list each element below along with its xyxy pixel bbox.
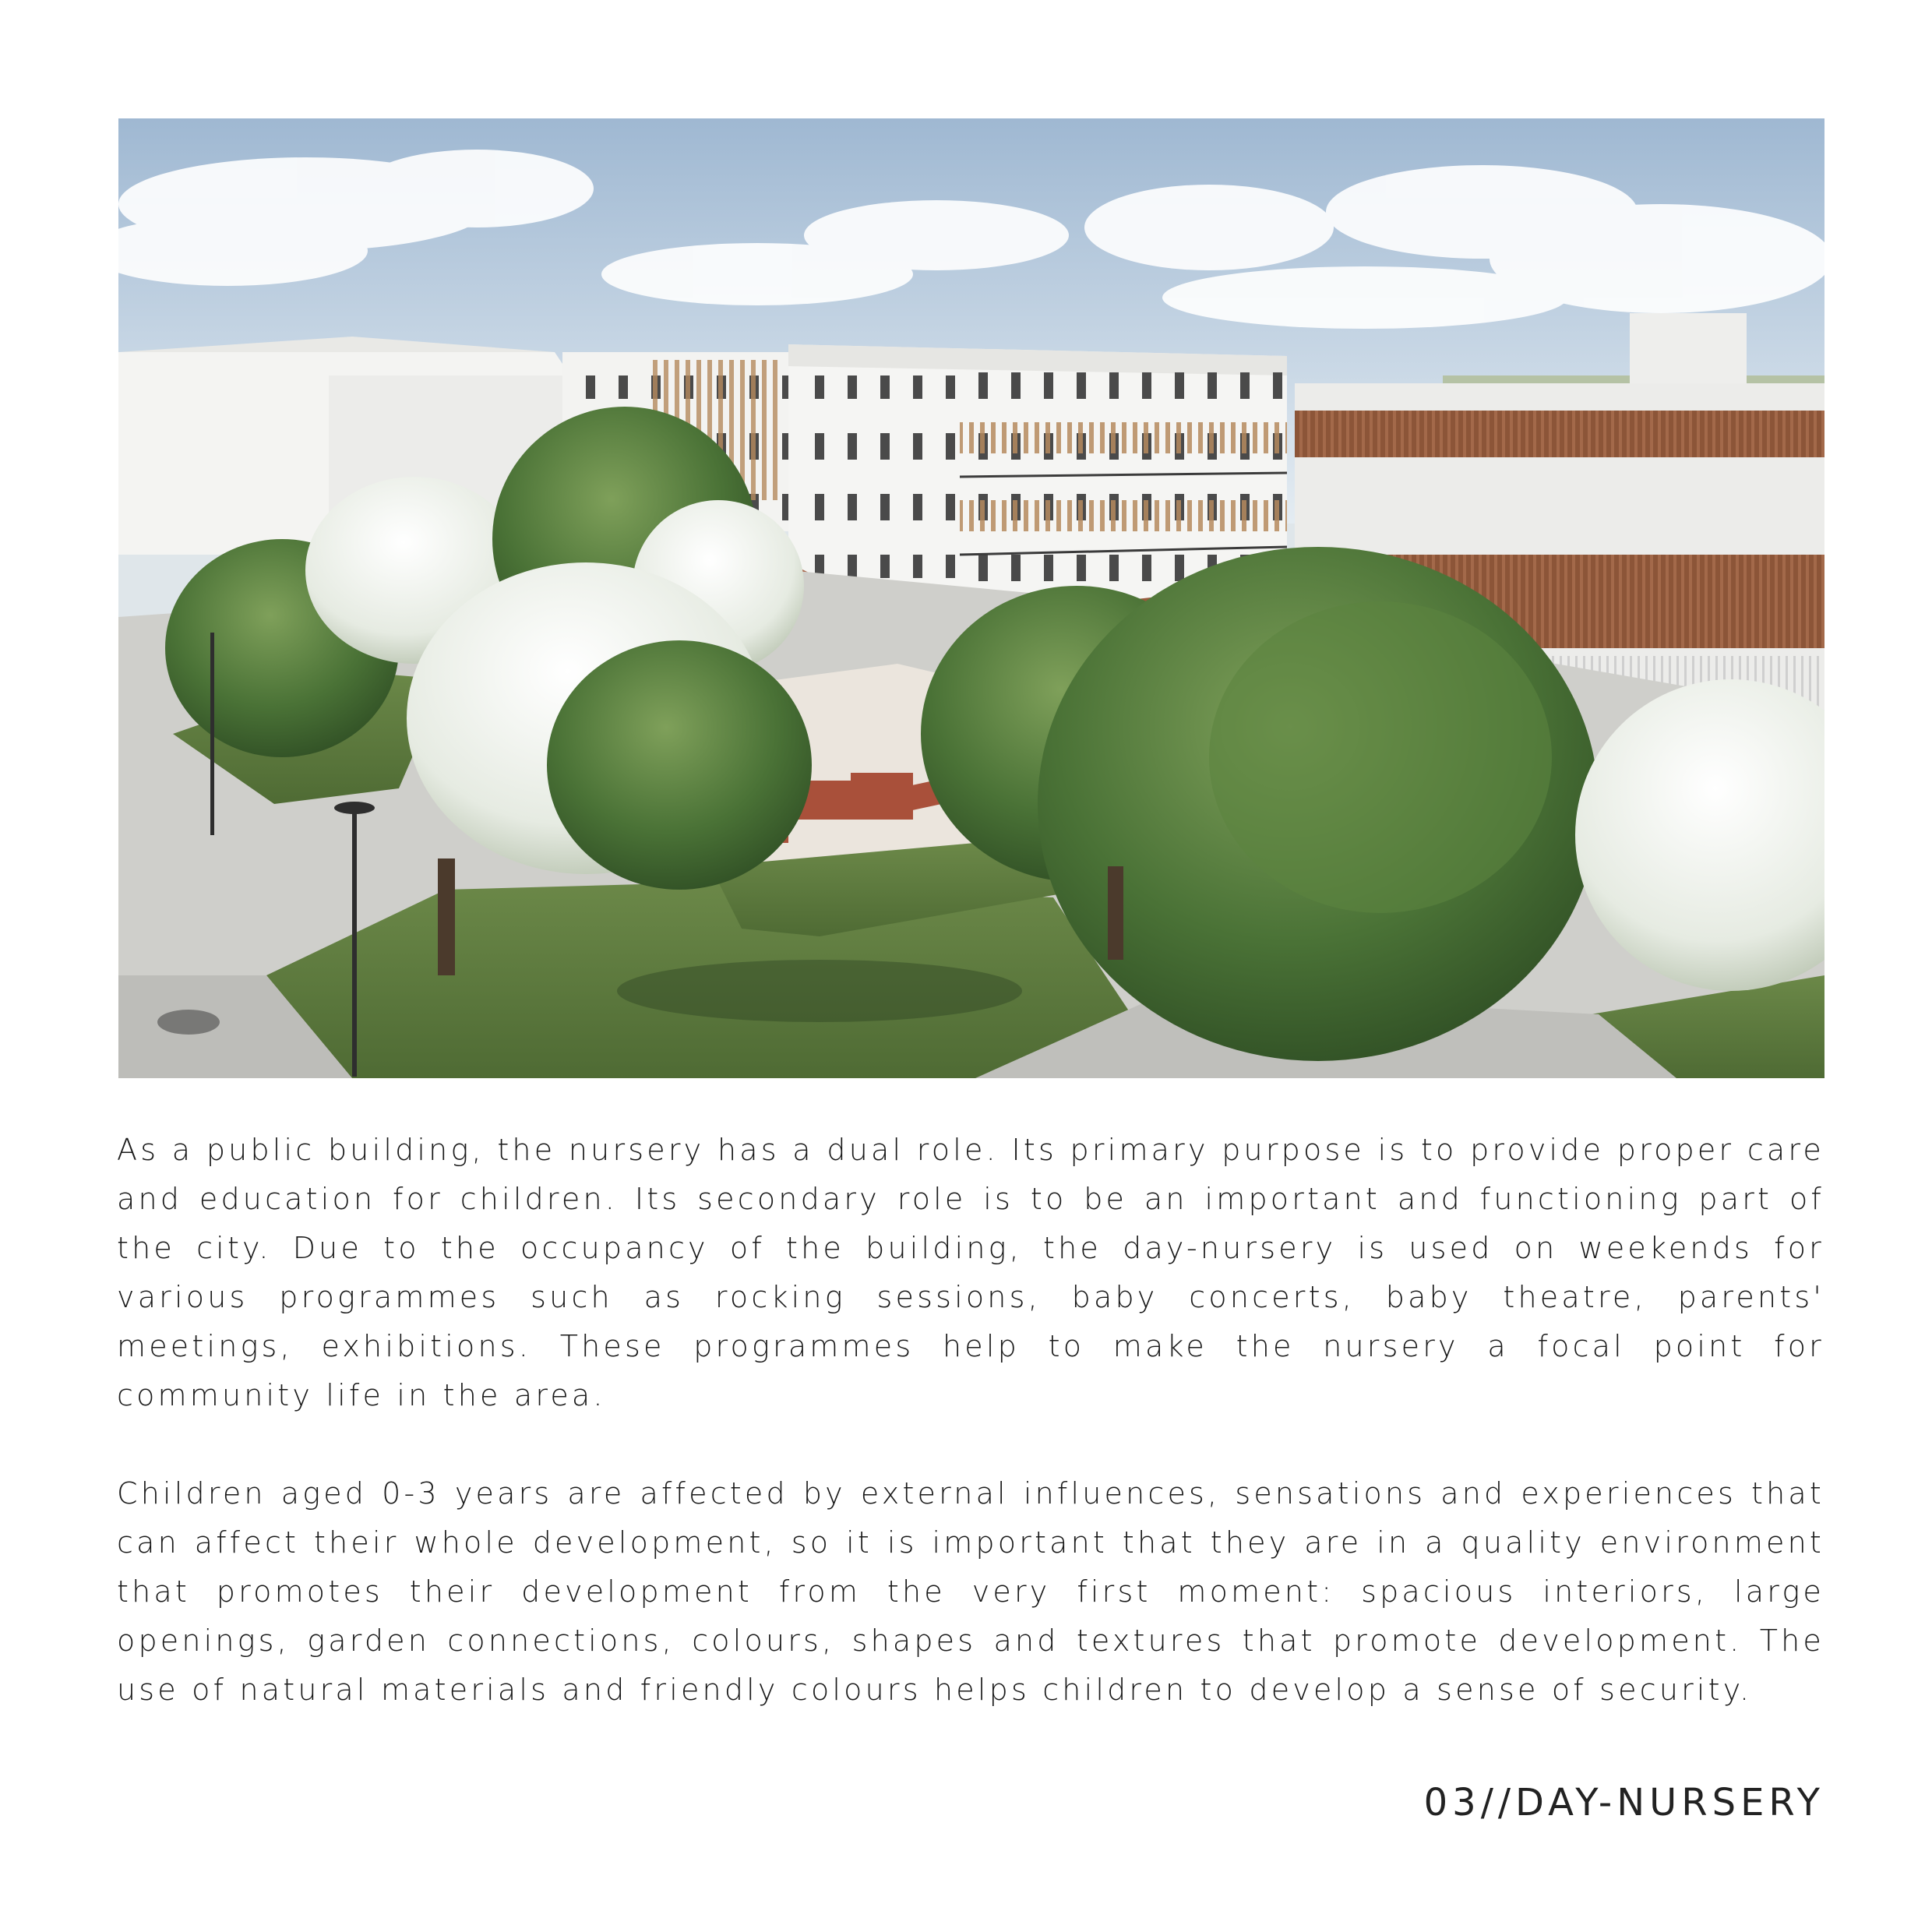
paragraph-2: Children aged 0-3 years are affected by external influences, sensations and experiences that can affect their whole development, so it is important that they are in a quality environment that promotes their development from the very first moment: spacious interiors, large openings, garden connections, colours, shapes and textures that promote development. The use of natural materials and friendly colours helps children to develop a sense of security.: [117, 1476, 1824, 1707]
nursery-render-illustration: [118, 118, 1824, 1078]
description-text: [117, 1126, 1824, 1715]
architectural-render: [118, 118, 1824, 1078]
paragraph-1: As a public building, the nursery has a dual role. Its primary purpose is to provide proper care and education for children. Its secondary role is to be an important and functioning part of the city. Due to the occupancy of the building, the day-nursery is used on weekends for various programmes such as rocking sessions, baby concerts, baby theatre, parents' meetings, exhibitions. These programmes help to make the nursery a focal point for community life in the area.: [117, 1133, 1824, 1412]
page-label: 03//DAY-NURSERY: [1423, 1781, 1824, 1824]
